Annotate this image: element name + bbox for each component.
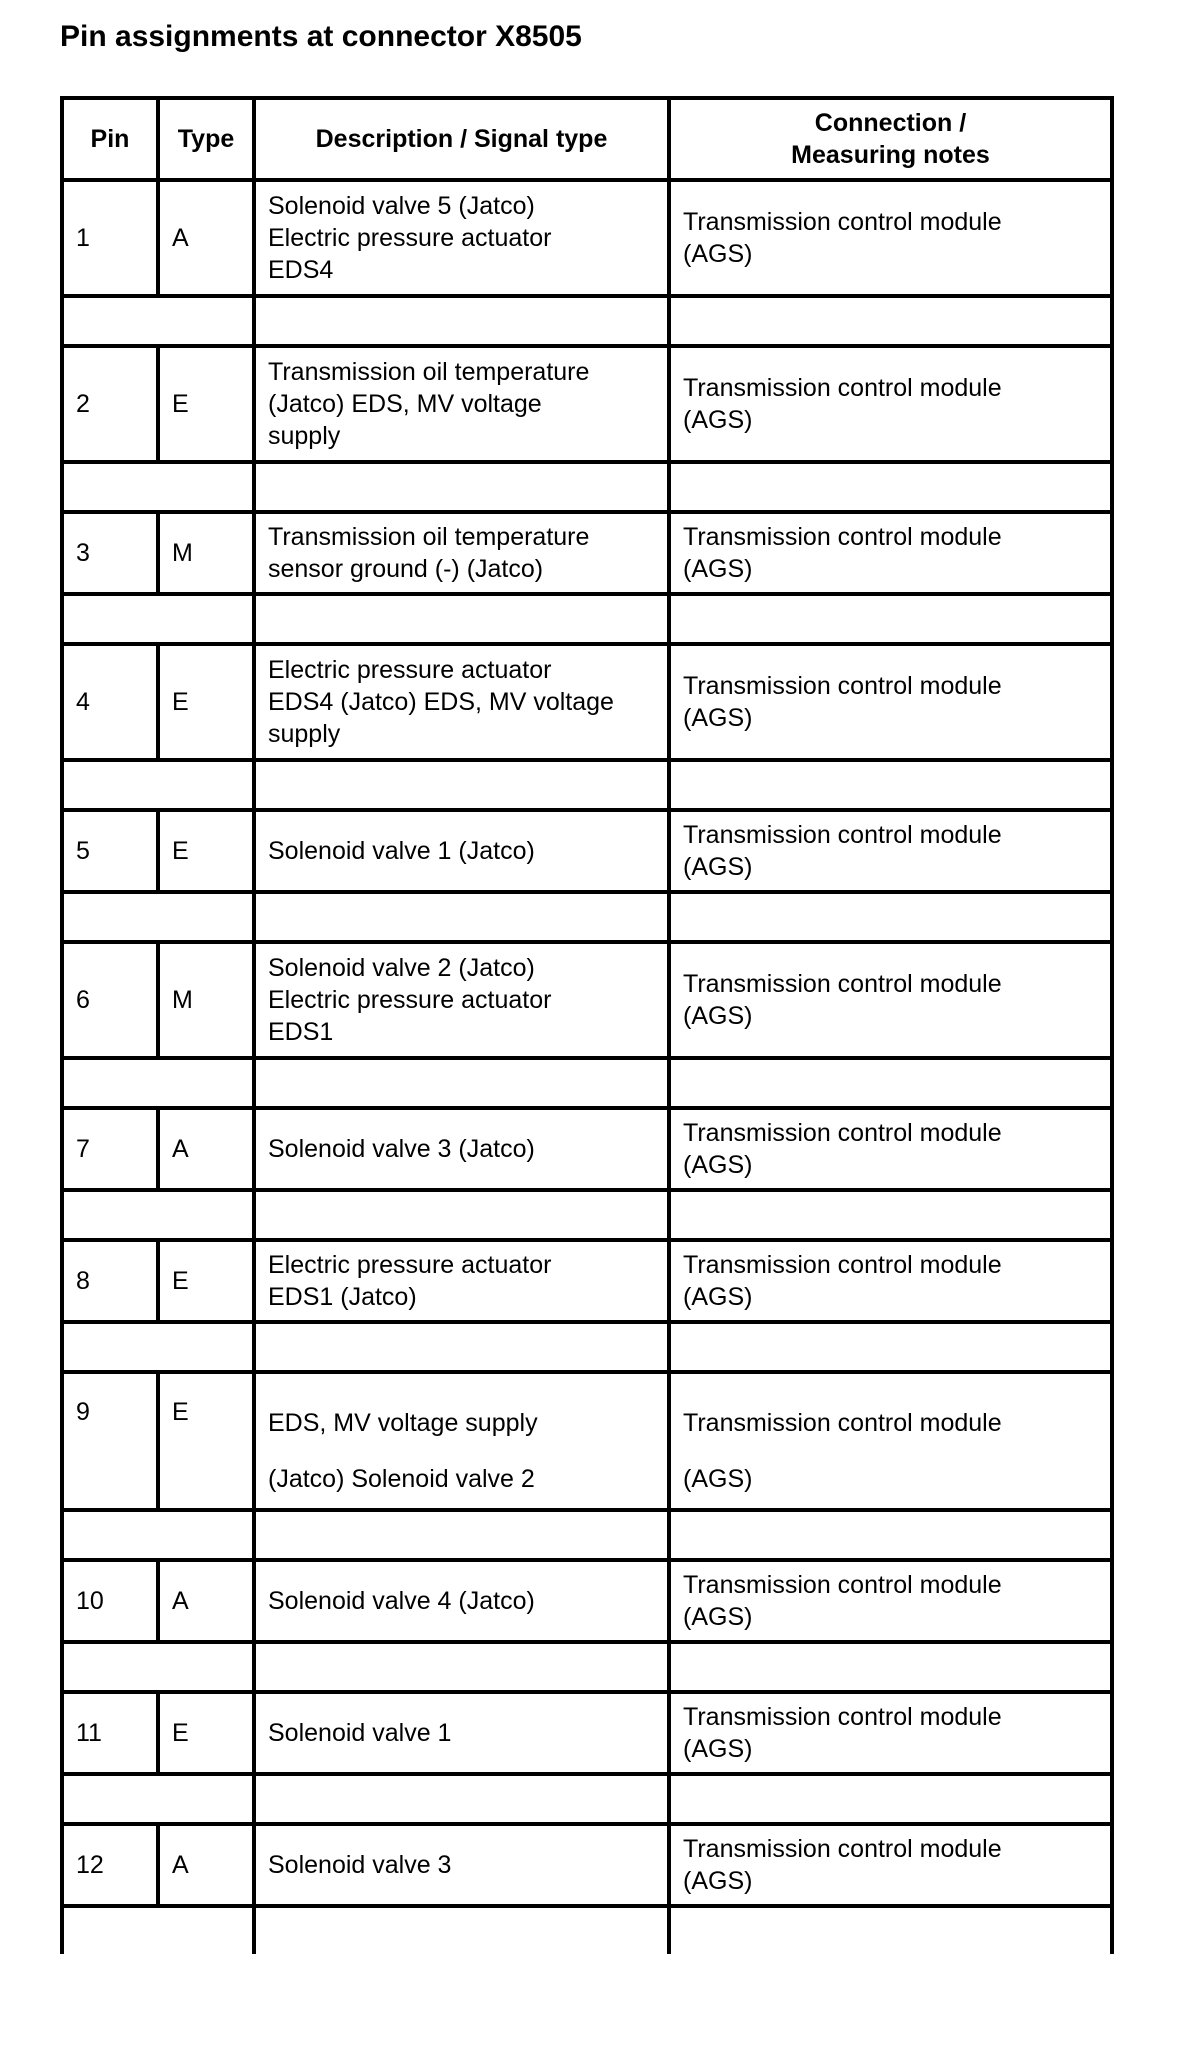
table-row [62,1824,1112,1906]
description-cell: Transmission oil temperature sensor ground (-) (Jatco) [254,512,669,594]
spacer-row [62,1510,1112,1560]
header-type: Type [158,98,254,180]
pin-cell: 5 [62,810,158,892]
table-row [62,180,1112,296]
connection-cell: Transmission control module (AGS) [669,942,1112,1058]
pin-cell: 7 [62,1108,158,1190]
spacer-row [62,462,1112,512]
spacer-row [62,760,1112,810]
type-cell: M [158,942,254,1058]
spacer-row [62,594,1112,644]
header-connection: Connection / Measuring notes [669,98,1112,180]
connection-cell: Transmission control module (AGS) [669,1692,1112,1774]
spacer-row [62,296,1112,346]
page-title: Pin assignments at connector X8505 [60,20,582,53]
spacer-row [62,1642,1112,1692]
type-cell: A [158,1560,254,1642]
description-cell: Solenoid valve 5 (Jatco) Electric pressure actuator EDS4 [254,180,669,296]
type-cell: E [158,644,254,760]
type-cell: A [158,180,254,296]
description-cell: Electric pressure actuator EDS4 (Jatco) EDS, MV voltage supply [254,644,669,760]
header-description: Description / Signal type [254,98,669,180]
type-cell: E [158,346,254,462]
pin-cell: 8 [62,1240,158,1322]
table-row [62,1560,1112,1642]
table-row [62,1372,1112,1510]
pin-cell: 1 [62,180,158,296]
spacer-row [62,1322,1112,1372]
table-header-row [62,98,1112,180]
type-cell: E [158,1692,254,1774]
pin-cell: 3 [62,512,158,594]
description-cell: Electric pressure actuator EDS1 (Jatco) [254,1240,669,1322]
pin-assignment-table [60,96,1114,1954]
header-pin: Pin [62,98,158,180]
pin-cell: 11 [62,1692,158,1774]
table-row [62,942,1112,1058]
description-cell: Solenoid valve 3 (Jatco) [254,1108,669,1190]
description-cell: Solenoid valve 3 [254,1824,669,1906]
table-row [62,512,1112,594]
type-cell: E [158,1372,254,1510]
connection-cell: Transmission control module (AGS) [669,644,1112,760]
table-row [62,1240,1112,1322]
pin-cell: 10 [62,1560,158,1642]
connection-cell: Transmission control module (AGS) [669,1560,1112,1642]
connection-cell: Transmission control module (AGS) [669,1372,1112,1510]
connection-cell: Transmission control module (AGS) [669,1824,1112,1906]
spacer-row [62,1190,1112,1240]
spacer-row [62,1906,1112,1954]
connection-cell: Transmission control module (AGS) [669,180,1112,296]
description-cell: EDS, MV voltage supply (Jatco) Solenoid valve 2 [254,1372,669,1510]
connection-cell: Transmission control module (AGS) [669,346,1112,462]
table-row [62,1108,1112,1190]
type-cell: A [158,1824,254,1906]
spacer-row [62,892,1112,942]
pin-cell: 6 [62,942,158,1058]
description-cell: Solenoid valve 2 (Jatco) Electric pressure actuator EDS1 [254,942,669,1058]
pin-cell: 2 [62,346,158,462]
connection-cell: Transmission control module (AGS) [669,512,1112,594]
type-cell: E [158,810,254,892]
description-cell: Solenoid valve 1 (Jatco) [254,810,669,892]
type-cell: E [158,1240,254,1322]
table-row [62,1692,1112,1774]
table-row [62,346,1112,462]
type-cell: A [158,1108,254,1190]
spacer-row [62,1058,1112,1108]
description-cell: Solenoid valve 4 (Jatco) [254,1560,669,1642]
description-cell: Transmission oil temperature (Jatco) EDS, MV voltage supply [254,346,669,462]
spacer-row [62,1774,1112,1824]
table-row [62,810,1112,892]
pin-cell: 12 [62,1824,158,1906]
table-row [62,644,1112,760]
type-cell: M [158,512,254,594]
connection-cell: Transmission control module (AGS) [669,1240,1112,1322]
pin-cell: 9 [62,1372,158,1510]
pin-cell: 4 [62,644,158,760]
description-cell: Solenoid valve 1 [254,1692,669,1774]
connection-cell: Transmission control module (AGS) [669,810,1112,892]
connection-cell: Transmission control module (AGS) [669,1108,1112,1190]
